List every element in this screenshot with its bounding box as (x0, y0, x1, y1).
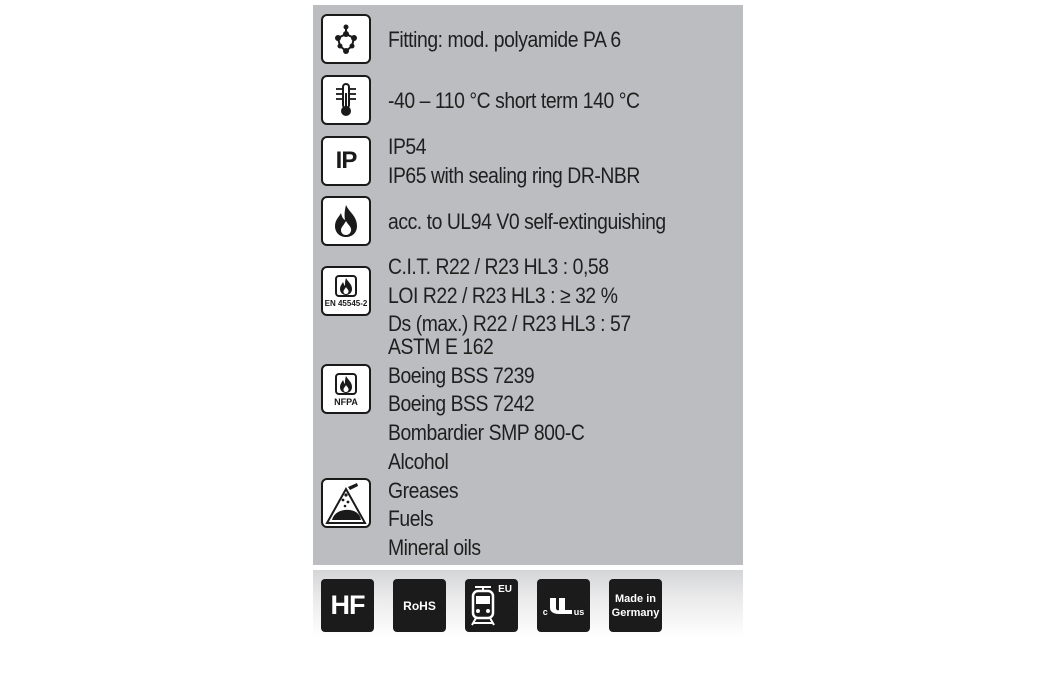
railway-eu-badge (465, 579, 518, 632)
ul-mark-icon (548, 596, 574, 616)
en45545-label: EN 45545-2 (324, 299, 368, 308)
railway-eu-label: EU (498, 584, 512, 595)
en45545-flame-icon (321, 266, 371, 316)
nfpa-label: NFPA (334, 396, 358, 407)
ip-icon-label: IP (335, 147, 357, 174)
thermometer-icon (321, 75, 371, 125)
made-in-germany-badge (609, 579, 662, 632)
fire-smoke-line: LOI R22 / R23 HL3 : ≥ 32 % (388, 282, 618, 308)
standards-line: Boeing BSS 7242 (388, 391, 535, 417)
nfpa-flame-icon (321, 364, 371, 414)
ip-line: IP54 (388, 134, 427, 159)
temperature-line: -40 – 110 °C short term 140 °C (388, 88, 640, 113)
media-line: Alcohol (388, 449, 449, 474)
media-text (388, 448, 481, 562)
chemical-resistance-icon (321, 478, 371, 528)
standards-line: ASTM E 162 (388, 334, 494, 359)
temperature-text (388, 89, 640, 113)
hf-badge (321, 579, 374, 632)
flammability-line: acc. to UL94 V0 self-extinguishing (388, 209, 666, 234)
ul-us-label: us (573, 607, 585, 617)
standards-line: Boeing BSS 7239 (388, 362, 535, 388)
certification-strip (313, 570, 743, 638)
ip-line: IP65 with sealing ring DR-NBR (388, 163, 640, 188)
properties-panel (313, 5, 743, 565)
standards-line: Bombardier SMP 800-C (388, 420, 585, 446)
flammability-text (388, 210, 666, 234)
ip-text (388, 135, 640, 188)
ip-icon (321, 136, 371, 186)
fire-smoke-line: Ds (max.) R22 / R23 HL3 : 57 (388, 311, 631, 336)
made-in-line: Germany (611, 607, 660, 619)
media-line: Greases (388, 477, 459, 503)
rohs-badge (393, 579, 446, 632)
ul-badge (537, 579, 590, 632)
fire-smoke-line: C.I.T. R22 / R23 HL3 : 0,58 (388, 254, 609, 279)
material-text (388, 28, 621, 52)
fire-smoke-text (388, 253, 631, 339)
material-line: Fitting: mod. polyamide PA 6 (388, 27, 621, 52)
rohs-label: RoHS (403, 598, 436, 613)
made-in-line: Made in (615, 593, 656, 605)
ul-c-label: c (542, 607, 548, 617)
media-line: Fuels (388, 506, 434, 531)
molecule-icon (321, 14, 371, 64)
flame-icon (321, 196, 371, 246)
hf-label: HF (330, 590, 365, 620)
media-line: Mineral oils (388, 534, 481, 560)
standards-text (388, 333, 584, 448)
